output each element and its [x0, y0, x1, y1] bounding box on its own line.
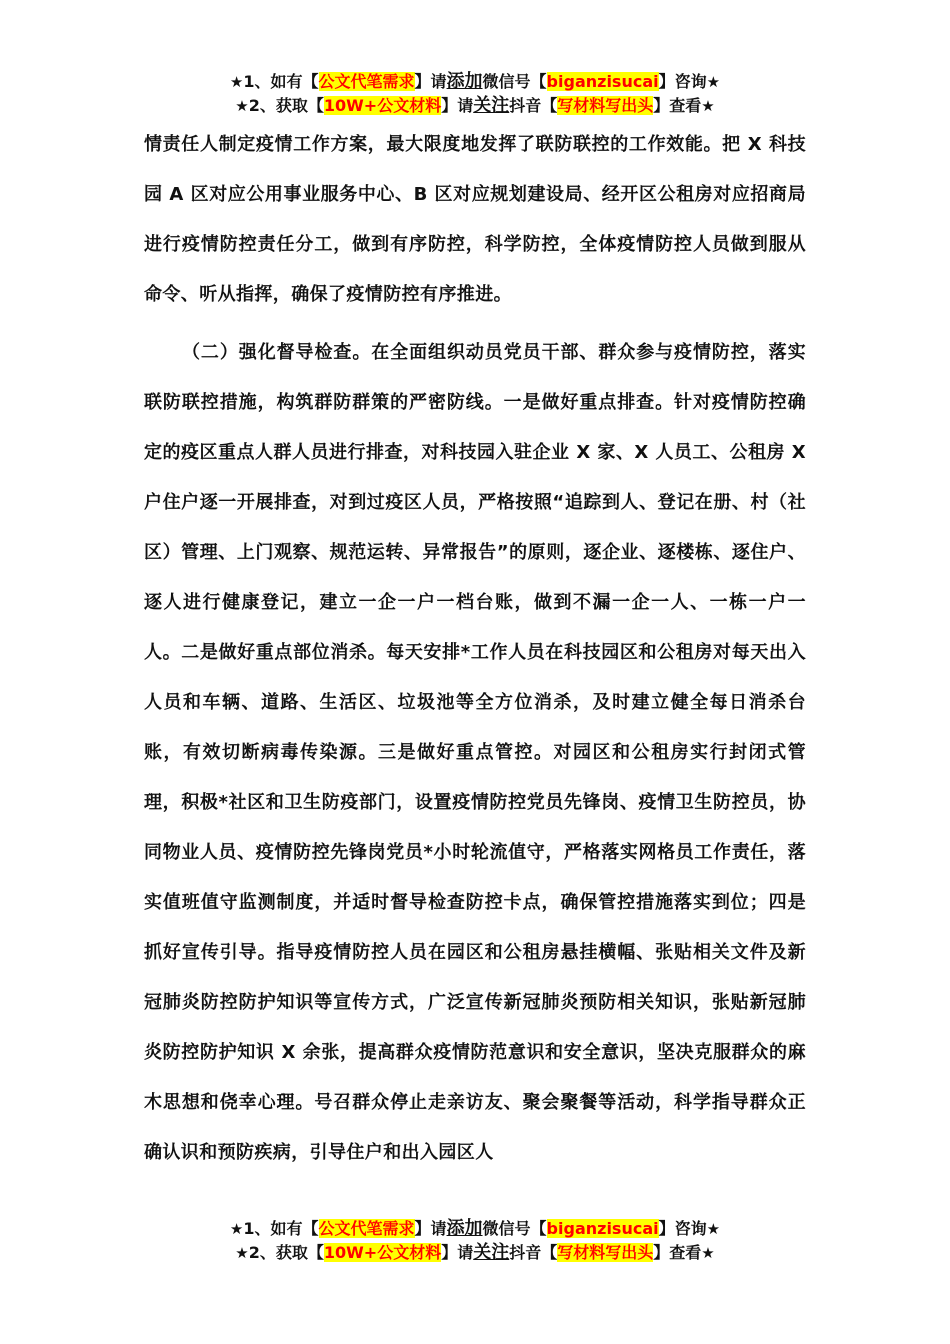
banner-text: 】咨询 [658, 1219, 707, 1238]
banner-line-2 [0, 1241, 950, 1265]
banner-text: 】咨询 [658, 72, 707, 91]
banner-text: 1、如有【 [243, 72, 319, 91]
emphasis-text: 添加 [446, 71, 483, 92]
star-icon: ★ [706, 1220, 721, 1238]
star-icon: ★ [701, 1244, 715, 1262]
banner-text: 】请 [414, 1219, 447, 1238]
banner-text: 】请 [441, 96, 474, 115]
star-icon: ★ [229, 1220, 244, 1238]
douyin-id: 写材料写出头 [557, 96, 654, 115]
highlight-label: 10W+公文材料 [323, 1243, 442, 1262]
star-icon: ★ [706, 73, 721, 91]
paragraph: （二）强化督导检查。在全面组织动员党员干部、群众参与疫情防控，落实联防联控措施，构筑群防群策的严密防线。一是做好重点排查。针对疫情防控确定的疫区重点人群人员进行排查，对科技园入驻企业 X 家、X 人员工、公租房 X 户住户逐一开展排查，对到过疫区人员，严格按照“追踪到人、登记在册、村（社区）管理、上门观察、规范运转、异常报告”的原则，逐企业、逐楼栋、逐住户、逐人进行健康登记，建立一企一户一档台账，做到不漏一企一人、一栋一户一人。二是做好重点部位消杀。每天安排*工作人员在科技园区和公租房对每天出入人员和车辆、道路、生活区、垃圾池等全方位消杀，及时建立健全每日消杀台账，有效切断病毒传染源。三是做好重点管控。对园区和公租房实行封闭式管理，积极*社区和卫生防疫部门，设置疫情防控党员先锋岗、疫情卫生防控员，协同物业人员、疫情防控先锋岗党员*小时轮流值守，严格落实网格员工作责任，落实值班值守监测制度，并适时督导检查防控卡点，确保管控措施落实到位；四是抓好宣传引导。指导疫情防控人员在园区和公租房悬挂横幅、张贴相关文件及新冠肺炎防控防护知识等宣传方式，广泛宣传新冠肺炎预防相关知识，张贴新冠肺炎防控防护知识 X 余张，提高群众疫情防范意识和安全意识，坚决克服群众的麻木思想和侥幸心理。号召群众停止走亲访友、聚会聚餐等活动，科学指导群众正确认识和预防疾病，引导住户和出入园区人 [144, 342, 806, 1163]
emphasis-text: 关注 [473, 95, 510, 116]
highlight-label: 10W+公文材料 [323, 96, 442, 115]
bottom-banner [0, 1217, 950, 1265]
banner-text: 2、获取【 [248, 1243, 324, 1262]
emphasis-text: 关注 [473, 1242, 510, 1263]
banner-text: 微信号【 [482, 72, 547, 91]
banner-text: 1、如有【 [243, 1219, 319, 1238]
banner-text: 】查看 [653, 96, 702, 115]
emphasis-text: 添加 [446, 1218, 483, 1239]
star-icon: ★ [701, 97, 715, 115]
star-icon: ★ [229, 73, 244, 91]
banner-text: 微信号【 [482, 1219, 547, 1238]
wechat-id: biganzisucai [546, 1219, 659, 1238]
star-icon: ★ [235, 97, 249, 115]
banner-text: 抖音【 [509, 1243, 558, 1262]
top-banner [0, 70, 950, 118]
douyin-id: 写材料写出头 [557, 1243, 654, 1262]
banner-text: 2、获取【 [248, 96, 324, 115]
paragraph: 情责任人制定疫情工作方案，最大限度地发挥了联防联控的工作效能。把 X 科技园 A 区对应公用事业服务中心、B 区对应规划建设局、经开区公租房对应招商局进行疫情防控责任分工，做到有序防控，科学防控，全体疫情防控人员做到服从命令、听从指挥，确保了疫情防控有序推进。 [144, 134, 806, 305]
banner-text: 】请 [441, 1243, 474, 1262]
banner-text: 】请 [414, 72, 447, 91]
highlight-label: 公文代笔需求 [318, 72, 415, 91]
banner-text: 】查看 [653, 1243, 702, 1262]
star-icon: ★ [235, 1244, 249, 1262]
banner-text: 抖音【 [509, 96, 558, 115]
banner-line-2 [0, 94, 950, 118]
banner-line-1 [0, 1217, 950, 1241]
banner-line-1 [0, 70, 950, 94]
document-body [144, 120, 806, 1178]
wechat-id: biganzisucai [546, 72, 659, 91]
highlight-label: 公文代笔需求 [318, 1219, 415, 1238]
